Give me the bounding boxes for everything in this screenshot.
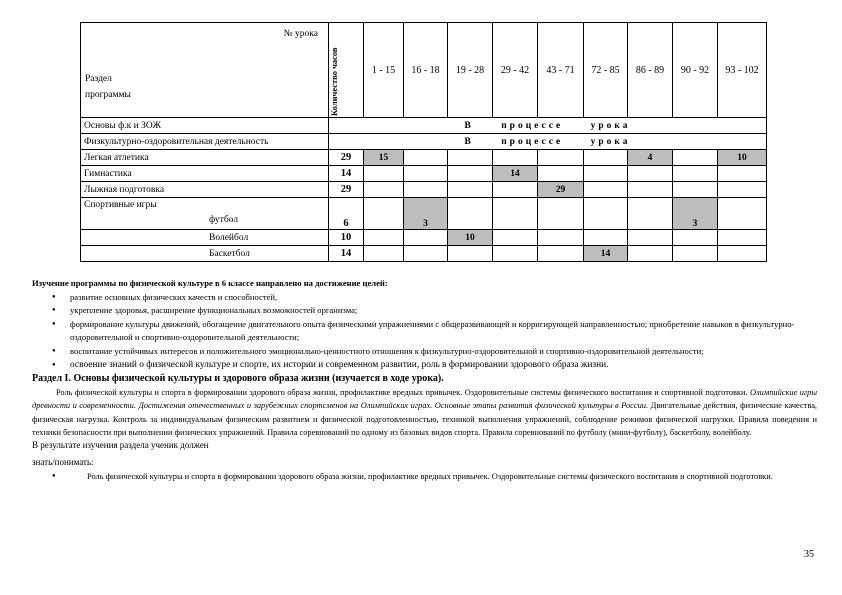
hours-count: 10 <box>329 230 364 246</box>
range-header: 72 - 85 <box>584 23 628 118</box>
hours-cell: 14 <box>493 166 538 182</box>
range-header: 16 - 18 <box>404 23 448 118</box>
know-list <box>32 470 817 484</box>
hours-cell: 10 <box>448 230 493 246</box>
hours-cell: 10 <box>718 150 767 166</box>
table-row <box>81 230 767 246</box>
hours-cell <box>493 198 538 230</box>
hours-cell <box>673 246 718 262</box>
row-label: Лыжная подготовка <box>81 182 329 198</box>
row-label: Волейбол <box>81 230 329 246</box>
hours-count: 29 <box>329 150 364 166</box>
header-corner <box>81 23 329 118</box>
hours-count-header: Количество часов <box>329 47 339 116</box>
row-sublabel: футбол <box>209 215 239 225</box>
hours-cell <box>364 166 404 182</box>
hours-cell: 15 <box>364 150 404 166</box>
row-label: Основы ф.к и ЗОЖ <box>81 118 329 134</box>
table-row <box>81 246 767 262</box>
hours-count: 14 <box>329 166 364 182</box>
hours-cell <box>718 166 767 182</box>
hours-cell: 3 <box>404 198 448 230</box>
hours-cell <box>493 230 538 246</box>
goal-item: ● воспитание устойчивых интересов и положительного эмоционально-ценностного отношения к физкультурно-оздоровительной и спортивно-оздоровительной деятельности; <box>32 345 817 359</box>
hours-count: 14 <box>329 246 364 262</box>
hours-cell: 14 <box>584 246 628 262</box>
page-number: 35 <box>804 549 814 560</box>
hours-cell <box>493 182 538 198</box>
hours-cell <box>538 166 584 182</box>
hours-cell <box>364 182 404 198</box>
hours-cell <box>404 246 448 262</box>
hours-cell <box>448 198 493 230</box>
hours-cell <box>404 182 448 198</box>
goals-block <box>32 277 817 483</box>
span-note: В процессе урока <box>329 134 767 150</box>
table-header-row <box>81 23 767 118</box>
hours-cell <box>584 150 628 166</box>
goals-list <box>32 291 817 373</box>
hours-cell: 4 <box>628 150 673 166</box>
hours-cell <box>584 166 628 182</box>
hours-cell <box>493 246 538 262</box>
section-paragraph: Роль физической культуры и спорта в формировании здорового образа жизни, профилактике вредных привычек. Оздоровительные системы физического воспитания и спортивной подготовки. Олимпийские игры древности и современности. Достижения отечественных и зарубежных спортсменов на Олимпийских играх. Основные этапы развития физической культуры в России. Двигательные действия, физические качества, физическая нагрузка. Контроль за индивидуальным физическим развитием и физической подготовленностью, техникой выполнения упражнений, соблюдение режимов физической нагрузки. Правила поведения и техники безопасности при выполнении физических упражнений. Правила соревнований по одному из базовых видов спорта. Правила соревнований по футболу (мини-футболу), баскетболу, волейболу. <box>32 387 818 437</box>
goal-item: ● развитие основных физических качеств и способностей, <box>32 291 817 305</box>
table-row <box>81 134 767 150</box>
know-item: ● Роль физической культуры и спорта в формировании здорового образа жизни, профилактике вредных привычек. Оздоровительные системы физического воспитания и спортивной подготовки. <box>32 470 817 484</box>
hours-cell <box>628 198 673 230</box>
row-label: Физкультурно-оздоровительная деятельность <box>81 134 329 150</box>
goals-intro: Изучение программы по физической культуре в 6 классе направлено на достижение целей: <box>32 278 388 288</box>
hours-cell <box>628 182 673 198</box>
hours-cell <box>584 230 628 246</box>
hours-cell <box>404 230 448 246</box>
hours-cell <box>364 198 404 230</box>
hours-cell <box>538 198 584 230</box>
hours-cell <box>448 182 493 198</box>
hours-cell <box>718 246 767 262</box>
hours-cell <box>448 246 493 262</box>
hours-cell <box>628 166 673 182</box>
hours-cell <box>673 166 718 182</box>
hours-cell <box>493 150 538 166</box>
row-label: Гимнастика <box>81 166 329 182</box>
hours-cell: 29 <box>538 182 584 198</box>
table-row <box>81 150 767 166</box>
know-label: знать/понимать: <box>32 456 94 467</box>
hours-cell <box>718 230 767 246</box>
hours-cell <box>584 198 628 230</box>
row-label: Баскетбол <box>81 246 329 262</box>
row-label: Легкая атлетика <box>81 150 329 166</box>
range-header: 93 - 102 <box>718 23 767 118</box>
hours-count: 29 <box>329 182 364 198</box>
hours-cell <box>538 230 584 246</box>
table-row <box>81 182 767 198</box>
section-header: Раздел <box>85 74 112 84</box>
section-title: Раздел I. Основы физической культуры и здорового образа жизни (изучается в ходе урока). <box>32 373 444 385</box>
hours-cell <box>718 198 767 230</box>
hours-cell <box>448 166 493 182</box>
range-header: 19 - 28 <box>448 23 493 118</box>
span-note: В процессе урока <box>329 118 767 134</box>
hours-cell: 3 <box>673 198 718 230</box>
lesson-plan-table <box>80 22 767 262</box>
hours-cell <box>628 230 673 246</box>
range-header: 86 - 89 <box>628 23 673 118</box>
hours-cell <box>584 182 628 198</box>
row-label: Спортивные игры футбол <box>81 198 329 230</box>
range-header: 1 - 15 <box>364 23 404 118</box>
table-row <box>81 198 767 230</box>
hours-cell <box>364 246 404 262</box>
hours-cell <box>673 230 718 246</box>
range-header: 90 - 92 <box>673 23 718 118</box>
hours-cell <box>404 166 448 182</box>
hours-cell <box>718 182 767 198</box>
range-header: 29 - 42 <box>493 23 538 118</box>
goal-item: ● укрепление здоровья, расширение функциональных возможностей организма; <box>32 304 817 318</box>
hours-cell <box>404 150 448 166</box>
hours-cell <box>673 150 718 166</box>
table-row <box>81 118 767 134</box>
goal-item: ● формирование культуры движений, обогащение двигательного опыта физическими упражнениями с общеразвивающей и корригирующей направленностью; приобретение навыков в физкультурно-оздоровительной и спортивно-оздоровительной деятельности; <box>32 318 817 345</box>
goal-item: ● освоение знаний о физической культуре и спорте, их истории и современном развитии, роль в формировании здорового образа жизни. <box>32 359 817 373</box>
hours-cell <box>364 230 404 246</box>
hours-cell <box>628 246 673 262</box>
hours-cell <box>538 246 584 262</box>
section-header-2: программы <box>85 90 131 100</box>
result-text: В результате изучения раздела ученик должен <box>32 440 209 451</box>
hours-cell <box>673 182 718 198</box>
lesson-number-header: № урока <box>283 29 318 39</box>
table-row <box>81 166 767 182</box>
hours-cell <box>538 150 584 166</box>
hours-cell <box>448 150 493 166</box>
hours-count: 6 <box>329 198 364 230</box>
range-header: 43 - 71 <box>538 23 584 118</box>
